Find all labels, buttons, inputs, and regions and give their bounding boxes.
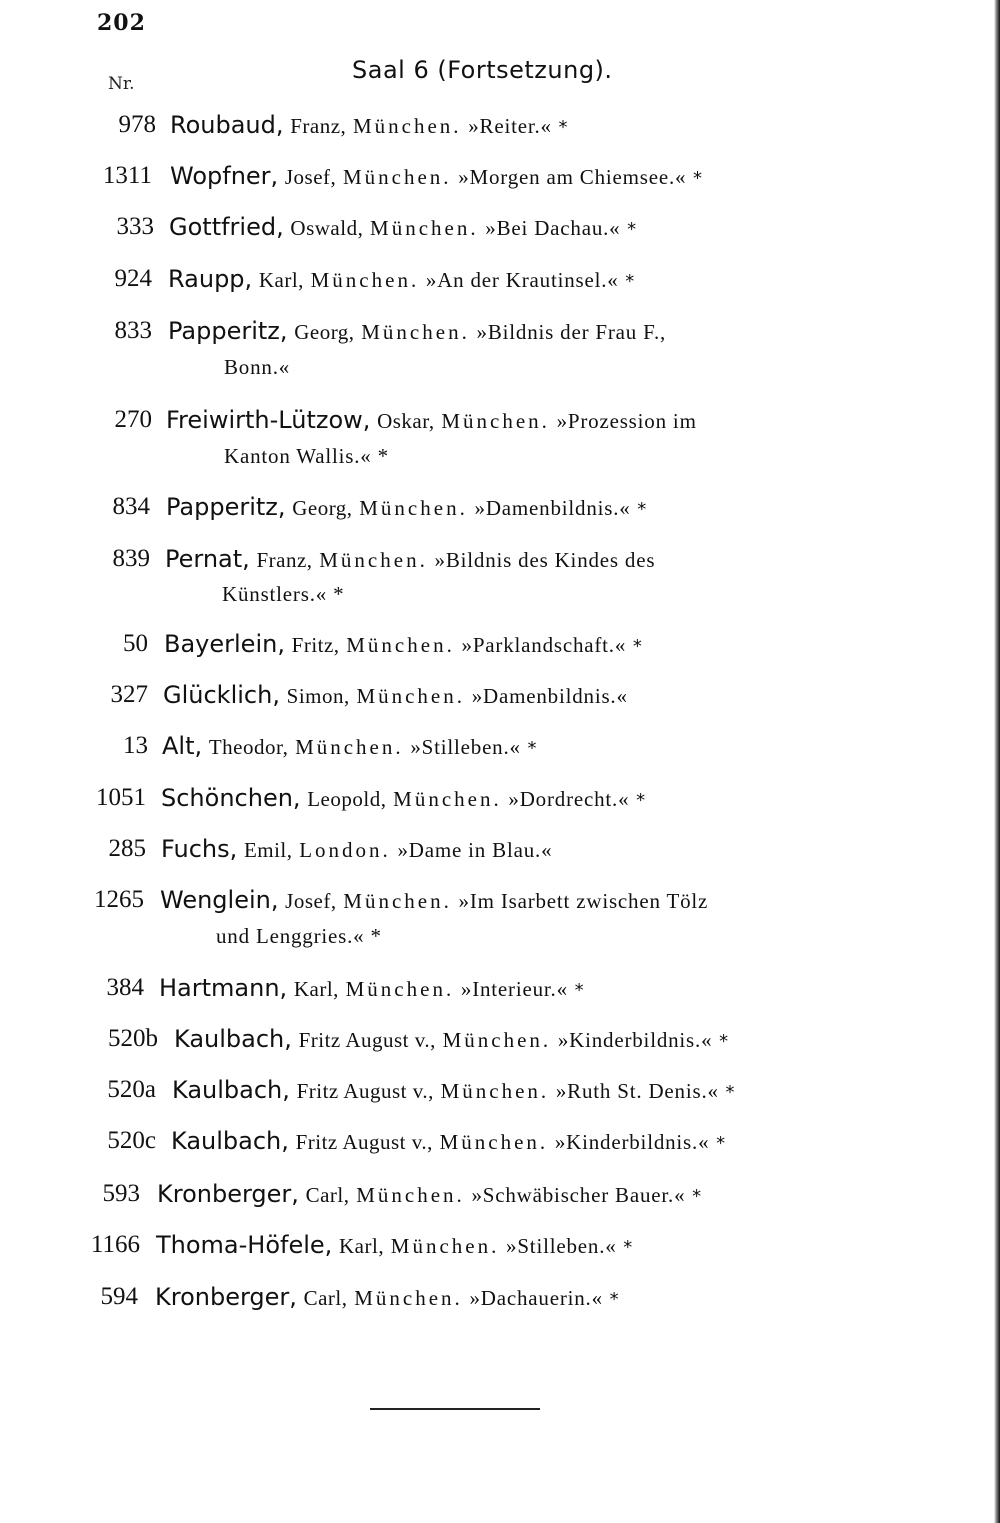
artist-given-name: Josef, — [285, 889, 337, 913]
artist-given-name: Franz, — [290, 114, 347, 138]
artist-given-name: Fritz August v., — [296, 1079, 434, 1103]
catalog-entry — [0, 630, 1000, 664]
artist-given-name: Simon, — [286, 684, 350, 708]
artwork-title: »Stilleben.« — [506, 1234, 617, 1258]
catalog-entry — [0, 1127, 1000, 1161]
asterisk-mark: * — [725, 1082, 735, 1103]
entry-number: 1265 — [94, 886, 144, 913]
artist-city: München. — [345, 977, 455, 1001]
asterisk-mark: * — [627, 219, 637, 240]
artist-surname: Hartmann, — [159, 974, 288, 1002]
artwork-title: »Bei Dachau.« — [485, 216, 621, 240]
artist-city: München. — [346, 633, 455, 657]
entry-number: 833 — [114, 317, 152, 344]
entry-continuation: Bonn.« — [224, 355, 291, 379]
asterisk-mark: * — [625, 271, 635, 292]
catalog-entry — [0, 406, 1000, 468]
artist-city: München. — [439, 1130, 549, 1154]
artwork-title: »Ruth St. Denis.« — [555, 1079, 719, 1103]
asterisk-mark: * — [637, 499, 647, 520]
artist-surname: Wenglein, — [160, 886, 279, 914]
artist-city: München. — [370, 216, 479, 240]
entry-number: 834 — [112, 493, 150, 520]
entry-number: 13 — [123, 732, 148, 759]
artwork-title: »Damenbildnis.« — [474, 496, 631, 520]
page-edge-shadow — [994, 0, 1000, 1523]
artwork-title: »Dachauerin.« — [469, 1286, 603, 1310]
artist-city: München. — [310, 268, 420, 292]
artwork-title: »Im Isarbett zwischen Tölz — [458, 889, 709, 913]
entry-number: 839 — [112, 545, 150, 572]
catalog-entry — [0, 493, 1000, 527]
artist-city: München. — [356, 684, 466, 708]
catalog-entry — [0, 317, 1000, 379]
artist-city: München. — [295, 735, 404, 759]
artist-surname: Kronberger, — [155, 1283, 297, 1311]
entry-number: 594 — [100, 1283, 138, 1310]
artist-given-name: Karl, — [258, 268, 304, 292]
artist-given-name: Leopold, — [307, 787, 387, 811]
artist-given-name: Fritz August v., — [298, 1028, 436, 1052]
entry-number: 1166 — [90, 1231, 140, 1258]
artist-surname: Alt, — [162, 732, 203, 760]
catalog-entry — [0, 1025, 1000, 1059]
artwork-title: »Interieur.« — [460, 977, 568, 1001]
artist-surname: Fuchs, — [161, 835, 238, 863]
catalog-entry — [0, 162, 1000, 196]
artwork-title: »Bildnis des Kindes des — [434, 548, 656, 572]
artist-surname: Wopfner, — [170, 162, 279, 190]
artist-given-name: Oswald, — [290, 216, 364, 240]
artist-given-name: Karl, — [339, 1234, 385, 1258]
entry-number: 978 — [118, 111, 156, 138]
asterisk-mark: * — [716, 1133, 726, 1154]
catalog-entry — [0, 111, 1000, 145]
page-number: 202 — [97, 10, 146, 36]
artist-given-name: Georg, — [294, 320, 355, 344]
artist-surname: Thoma-Höfele, — [156, 1231, 333, 1259]
artist-city: München. — [442, 1028, 552, 1052]
artist-city: München. — [352, 114, 462, 138]
artwork-title: »Dordrecht.« — [508, 787, 630, 811]
asterisk-mark: * — [558, 117, 568, 138]
artist-surname: Gottfried, — [169, 213, 284, 241]
asterisk-mark: * — [636, 790, 646, 811]
artist-city: London. — [299, 838, 391, 862]
catalog-entry — [0, 681, 1000, 715]
artist-given-name: Theodor, — [208, 735, 289, 759]
artwork-title: »Dame in Blau.« — [397, 838, 553, 862]
catalog-entry — [0, 1283, 1000, 1317]
artist-city: München. — [319, 548, 428, 572]
artwork-title: »Prozession im — [556, 409, 697, 433]
artist-given-name: Josef, — [284, 165, 337, 189]
catalog-entry — [0, 213, 1000, 247]
artwork-title: »Morgen am Chiemsee.« — [458, 165, 687, 189]
asterisk-mark: * — [692, 1186, 702, 1207]
entry-number: 1311 — [102, 162, 152, 189]
artwork-title: »Damenbildnis.« — [471, 684, 628, 708]
artist-surname: Kronberger, — [157, 1180, 299, 1208]
entry-continuation: Kanton Wallis.« * — [224, 444, 389, 468]
artwork-title: »Schwäbischer Bauer.« — [471, 1183, 686, 1207]
entry-number: 333 — [116, 213, 154, 240]
catalog-entry — [0, 886, 1000, 948]
artist-surname: Kaulbach, — [174, 1025, 292, 1053]
catalog-entry — [0, 1076, 1000, 1110]
artist-surname: Papperitz, — [168, 317, 288, 345]
entry-number: 520a — [107, 1076, 156, 1103]
artist-city: München. — [343, 889, 452, 913]
end-rule — [370, 1408, 540, 1410]
artist-given-name: Emil, — [243, 838, 293, 862]
artist-surname: Schönchen, — [161, 784, 301, 812]
artist-surname: Bayerlein, — [164, 630, 285, 658]
artist-surname: Freiwirth-Lützow, — [166, 406, 371, 434]
artist-given-name: Franz, — [256, 548, 313, 572]
artist-surname: Papperitz, — [166, 493, 286, 521]
artist-surname: Roubaud, — [170, 111, 284, 139]
entry-number: 924 — [114, 265, 152, 292]
entry-number: 327 — [110, 681, 148, 708]
artist-city: München. — [359, 496, 468, 520]
artist-city: München. — [356, 1183, 465, 1207]
asterisk-mark: * — [527, 738, 537, 759]
artist-given-name: Fritz August v., — [295, 1130, 433, 1154]
asterisk-mark: * — [632, 636, 642, 657]
artwork-title: »Bildnis der Frau F., — [476, 320, 667, 344]
artist-surname: Pernat, — [165, 545, 250, 573]
artwork-title: »Kinderbildnis.« — [554, 1130, 710, 1154]
catalog-entry — [0, 1180, 1000, 1214]
artist-surname: Kaulbach, — [171, 1127, 289, 1155]
artwork-title: »Kinderbildnis.« — [557, 1028, 713, 1052]
artist-surname: Raupp, — [168, 265, 253, 293]
artist-given-name: Oskar, — [377, 409, 435, 433]
artist-city: München. — [342, 165, 452, 189]
asterisk-mark: * — [574, 980, 584, 1001]
entry-number: 1051 — [96, 784, 146, 811]
artist-city: München. — [354, 1286, 463, 1310]
artist-given-name: Fritz, — [291, 633, 340, 657]
asterisk-mark: * — [693, 168, 703, 189]
artist-city: München. — [441, 409, 550, 433]
entry-number: 520b — [108, 1025, 158, 1052]
artist-city: München. — [361, 320, 470, 344]
artist-surname: Glücklich, — [163, 681, 280, 709]
catalog-entry — [0, 784, 1000, 818]
artist-city: München. — [393, 787, 502, 811]
entry-continuation: Künstlers.« * — [222, 582, 345, 606]
artwork-title: »Stilleben.« — [410, 735, 521, 759]
artist-surname: Kaulbach, — [172, 1076, 290, 1104]
entry-number: 50 — [123, 630, 148, 657]
catalog-entry — [0, 265, 1000, 299]
artist-city: München. — [440, 1079, 550, 1103]
entry-number: 593 — [102, 1180, 140, 1207]
artwork-title: »Reiter.« — [468, 114, 552, 138]
catalog-entry — [0, 732, 1000, 766]
nr-column-label: Nr. — [108, 74, 135, 94]
catalog-entry — [0, 1231, 1000, 1265]
asterisk-mark: * — [719, 1031, 729, 1052]
artwork-title: »An der Krautinsel.« — [425, 268, 619, 292]
catalog-entry — [0, 974, 1000, 1008]
asterisk-mark: * — [623, 1237, 633, 1258]
artist-given-name: Karl, — [293, 977, 339, 1001]
entry-continuation: und Lenggries.« * — [216, 924, 382, 948]
artist-city: München. — [390, 1234, 500, 1258]
page-heading: Saal 6 (Fortsetzung). — [352, 56, 613, 84]
entry-number: 270 — [114, 406, 152, 433]
catalog-entry — [0, 835, 1000, 869]
entry-number: 520c — [107, 1127, 156, 1154]
artwork-title: »Parklandschaft.« — [461, 633, 627, 657]
catalog-entry — [0, 545, 1000, 606]
artist-given-name: Georg, — [292, 496, 353, 520]
artist-given-name: Carl, — [303, 1286, 348, 1310]
entry-number: 384 — [106, 974, 144, 1001]
artist-given-name: Carl, — [305, 1183, 350, 1207]
asterisk-mark: * — [609, 1289, 619, 1310]
entry-number: 285 — [108, 835, 146, 862]
